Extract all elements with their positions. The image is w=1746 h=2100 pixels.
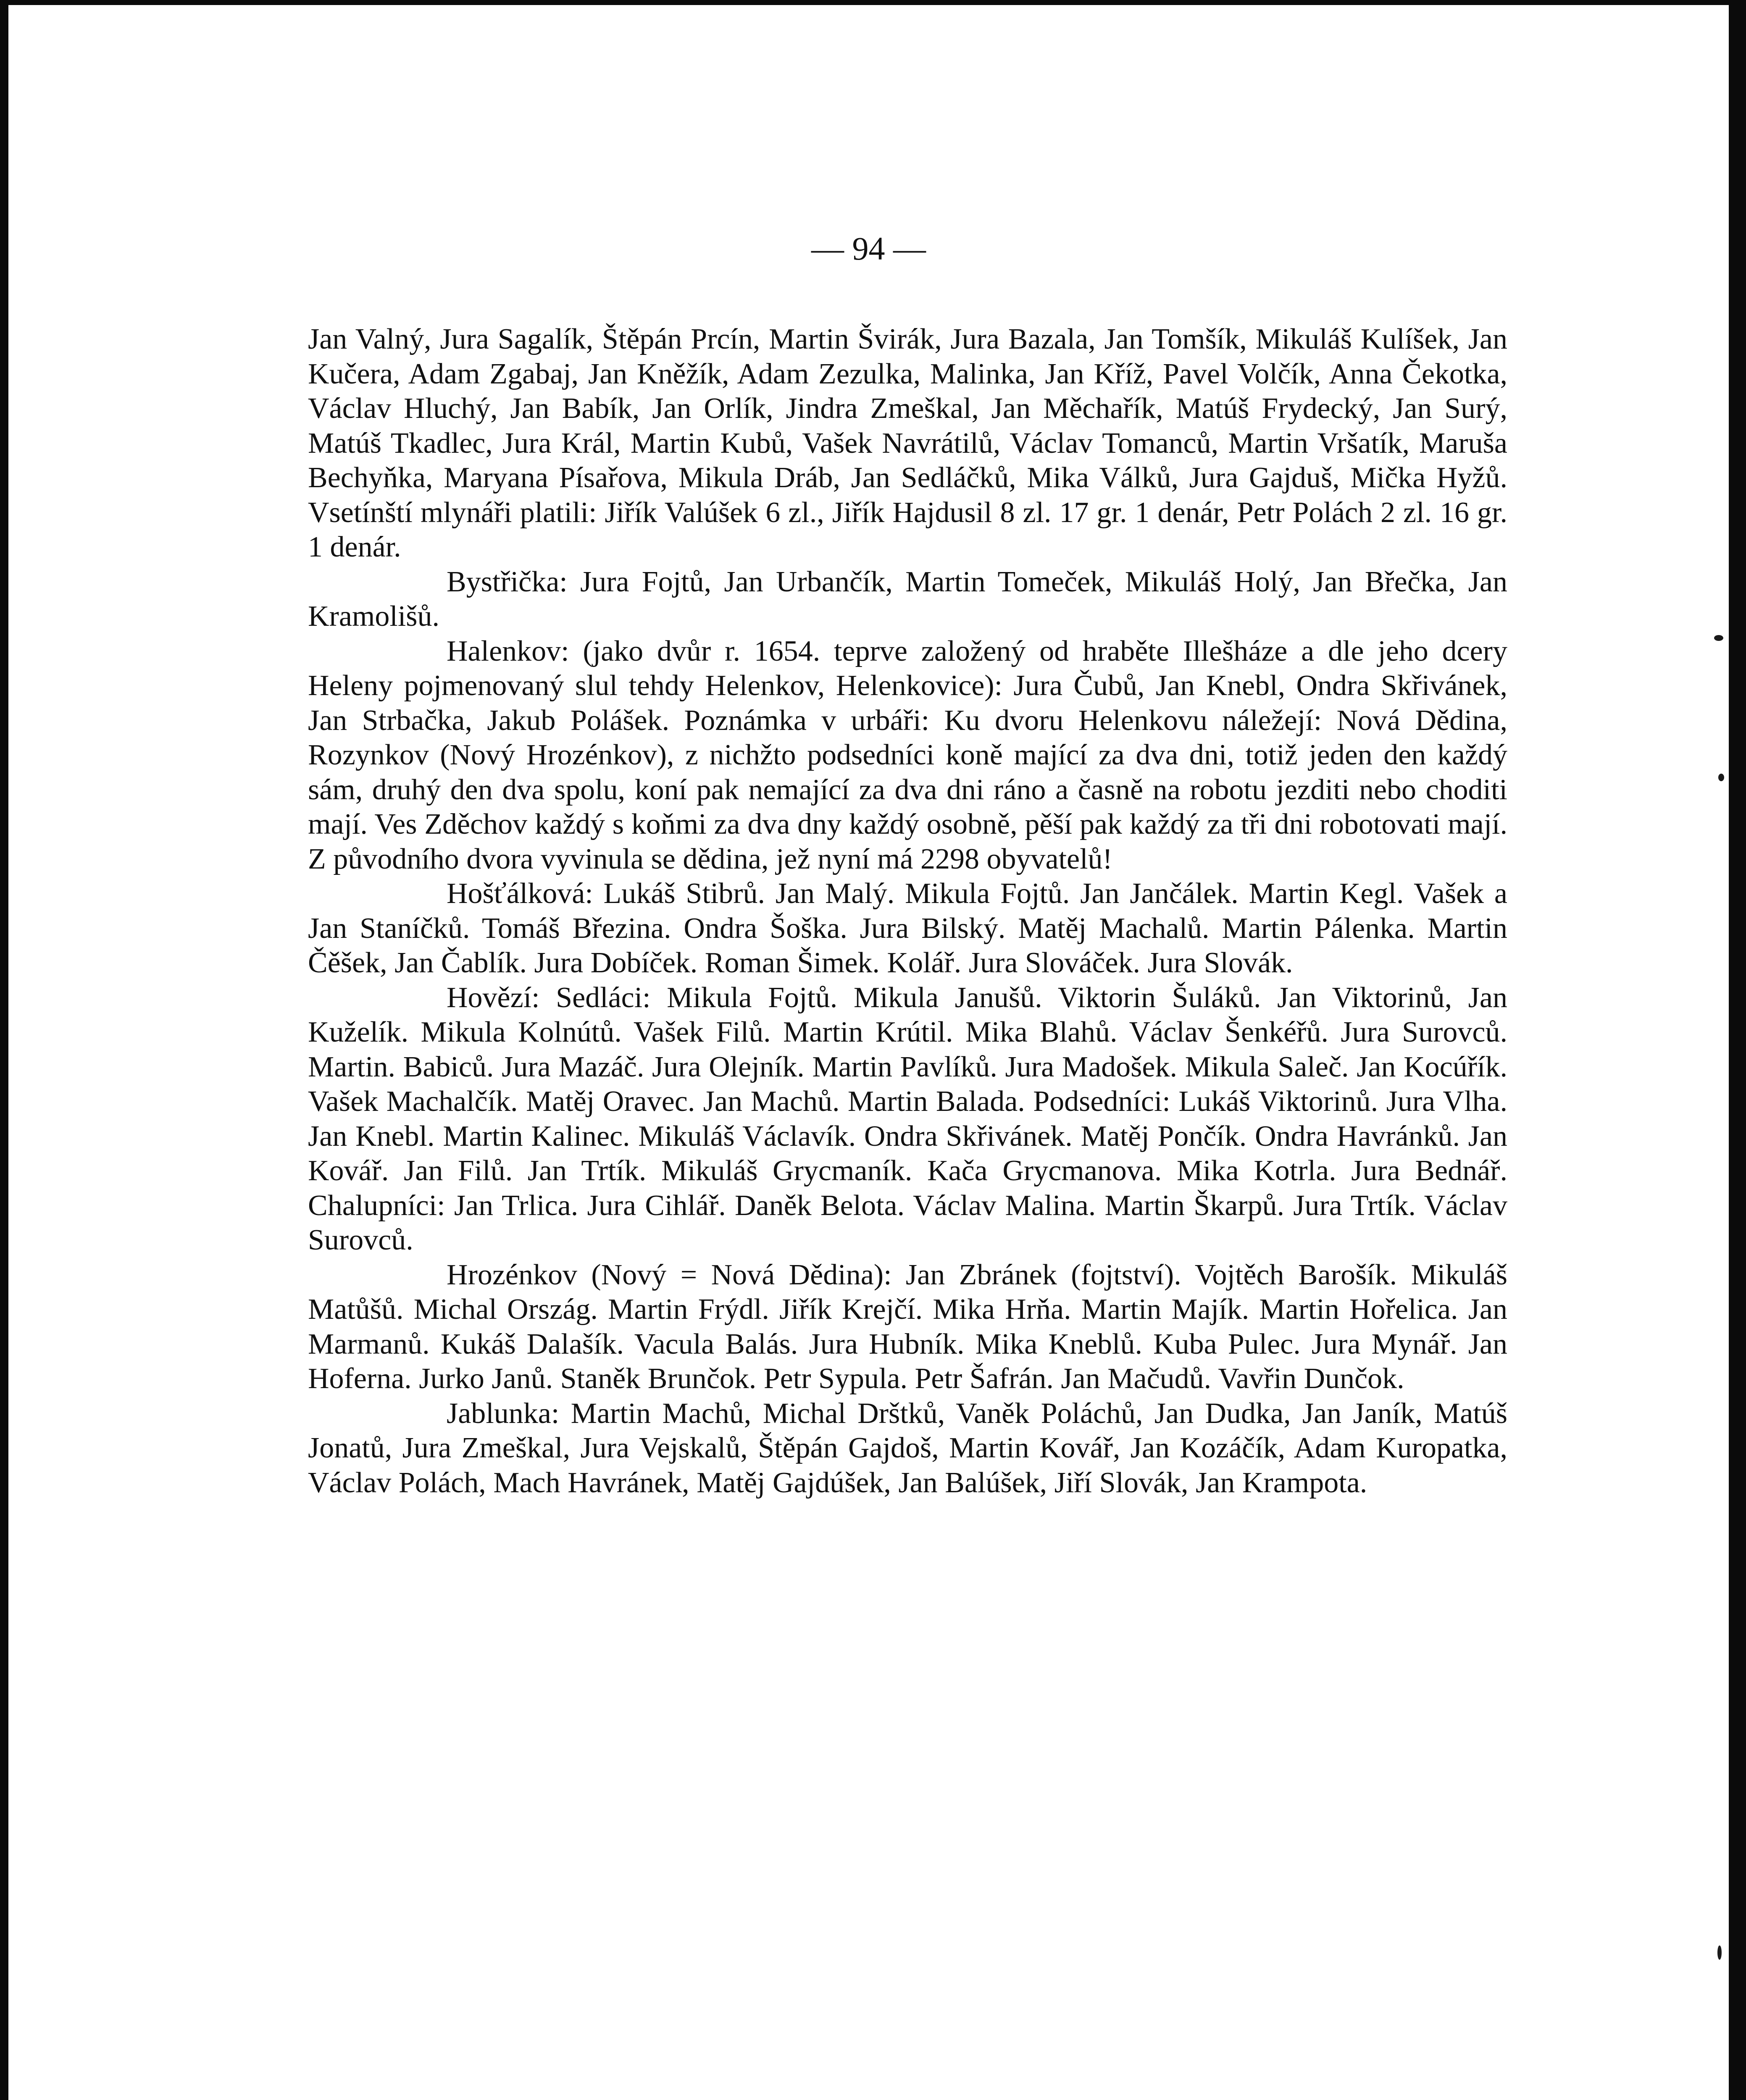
paragraph-bystricka: Bystřička: Jura Fojtů, Jan Urbančík, Martin Tomeček, Mikuláš Holý, Jan Břečka, Jan Kramolišů. <box>308 565 1507 633</box>
margin-speck <box>1717 1945 1722 1960</box>
margin-speck <box>1714 635 1723 641</box>
paragraph-vsetin-list: Jan Valný, Jura Sagalík, Štěpán Prcín, Martin Švirák, Jura Bazala, Jan Tomšík, Mikuláš Kulíšek, Jan Kučera, Adam Zgabaj, Jan Kněžík, Adam Zezulka, Malinka, Jan Kříž, Pavel Volčík, Anna Čekotka, Václav Hluchý, Jan Babík, Jan Orlík, Jindra Zmeškal, Jan Měchařík, Matúš Frydecký, Jan Surý, Matúš Tkadlec, Jura Král, Martin Kubů, Vašek Navrátilů, Václav Tomanců, Martin Vršatík, Maruša Bechyňka, Maryana Písařova, Mikula Dráb, Jan Sedláčků, Mika Válků, Jura Gajduš, Mička Hyžů. Vsetínští mlynáři platili: Jiřík Valúšek 6 zl., Jiřík Hajdusil 8 zl. 17 gr. 1 denár, Petr Polách 2 zl. 16 gr. 1 denár. <box>308 323 1507 563</box>
paragraph-jablunka: Jablunka: Martin Machů, Michal Drštků, Vaněk Poláchů, Jan Dudka, Jan Janík, Matúš Jonatů, Jura Zmeškal, Jura Vejskalů, Štěpán Gajdoš, Martin Kovář, Jan Kozáčík, Adam Kuropatka, Václav Polách, Mach Havránek, Matěj Gajdúšek, Jan Balúšek, Jiří Slovák, Jan Krampota. <box>308 1397 1507 1499</box>
paragraph-halenkov: Halenkov: (jako dvůr r. 1654. teprve založený od hraběte Illešháze a dle jeho dcery Heleny pojmenovaný slul tehdy Helenkov, Helenkovice): Jura Čubů, Jan Knebl, Ondra Skřivánek, Jan Strbačka, Jakub Polášek. Poznámka v urbáři: Ku dvoru Helenkovu náležejí: Nová Dědina, Rozynkov (Nový Hrozénkov), z nichžto podsedníci koně mající za dva dni, totiž jeden den každý sám, druhý den dva spolu, koní pak nemající za dva dni ráno a časně na robotu jezditi nebo choditi mají. Ves Zděchov každý s koňmi za dva dny každý osobně, pěší pak každý za tři dni robotovati mají. Z původního dvora vyvinula se dědina, jež nyní má 2298 obyvatelů! <box>308 635 1507 875</box>
paragraph-hovezi: Hovězí: Sedláci: Mikula Fojtů. Mikula Janušů. Viktorin Šuláků. Jan Viktorinů, Jan Kuželík. Mikula Kolnútů. Vašek Filů. Martin Krútil. Mika Blahů. Václav Šenkéřů. Jura Surovců. Martin. Babiců. Jura Mazáč. Jura Olejník. Martin Pavlíků. Jura Madošek. Mikula Saleč. Jan Kocúřík. Vašek Machalčík. Matěj Oravec. Jan Machů. Martin Balada. Podsedníci: Lukáš Viktorinů. Jura Vlha. Jan Knebl. Martin Kalinec. Mikuláš Václavík. Ondra Skřivánek. Matěj Pončík. Ondra Havránků. Jan Kovář. Jan Filů. Jan Trtík. Mikuláš Grycmaník. Kača Grycmanova. Mika Kotrla. Jura Bednář. Chalupníci: Jan Trlica. Jura Cihlář. Daněk Belota. Václav Malina. Martin Škarpů. Jura Trtík. Václav Surovců. <box>308 981 1507 1256</box>
page-number: — 94 — <box>811 230 926 267</box>
margin-speck <box>1718 774 1724 781</box>
paragraph-hostalkova: Hošťálková: Lukáš Stibrů. Jan Malý. Mikula Fojtů. Jan Jančálek. Martin Kegl. Vašek a Jan Staníčků. Tomáš Březina. Ondra Šoška. Jura Bilský. Matěj Machalů. Martin Pálenka. Martin Čěšek, Jan Čablík. Jura Dobíček. Roman Šimek. Kolář. Jura Slováček. Jura Slovák. <box>308 877 1507 979</box>
page-body <box>308 322 1507 2100</box>
paragraph-hrozenkov: Hrozénkov (Nový = Nová Dědina): Jan Zbránek (fojtství). Vojtěch Barošík. Mikuláš Matůšů. Michal Ország. Martin Frýdl. Jiřík Krejčí. Mika Hrňa. Martin Majík. Martin Hořelica. Jan Marmanů. Kukáš Dalašík. Vacula Balás. Jura Hubník. Mika Kneblů. Kuba Pulec. Jura Mynář. Jan Hoferna. Jurko Janů. Staněk Brunčok. Petr Sypula. Petr Šafrán. Jan Mačudů. Vavřin Dunčok. <box>308 1258 1507 1395</box>
book-page <box>8 5 1729 2100</box>
